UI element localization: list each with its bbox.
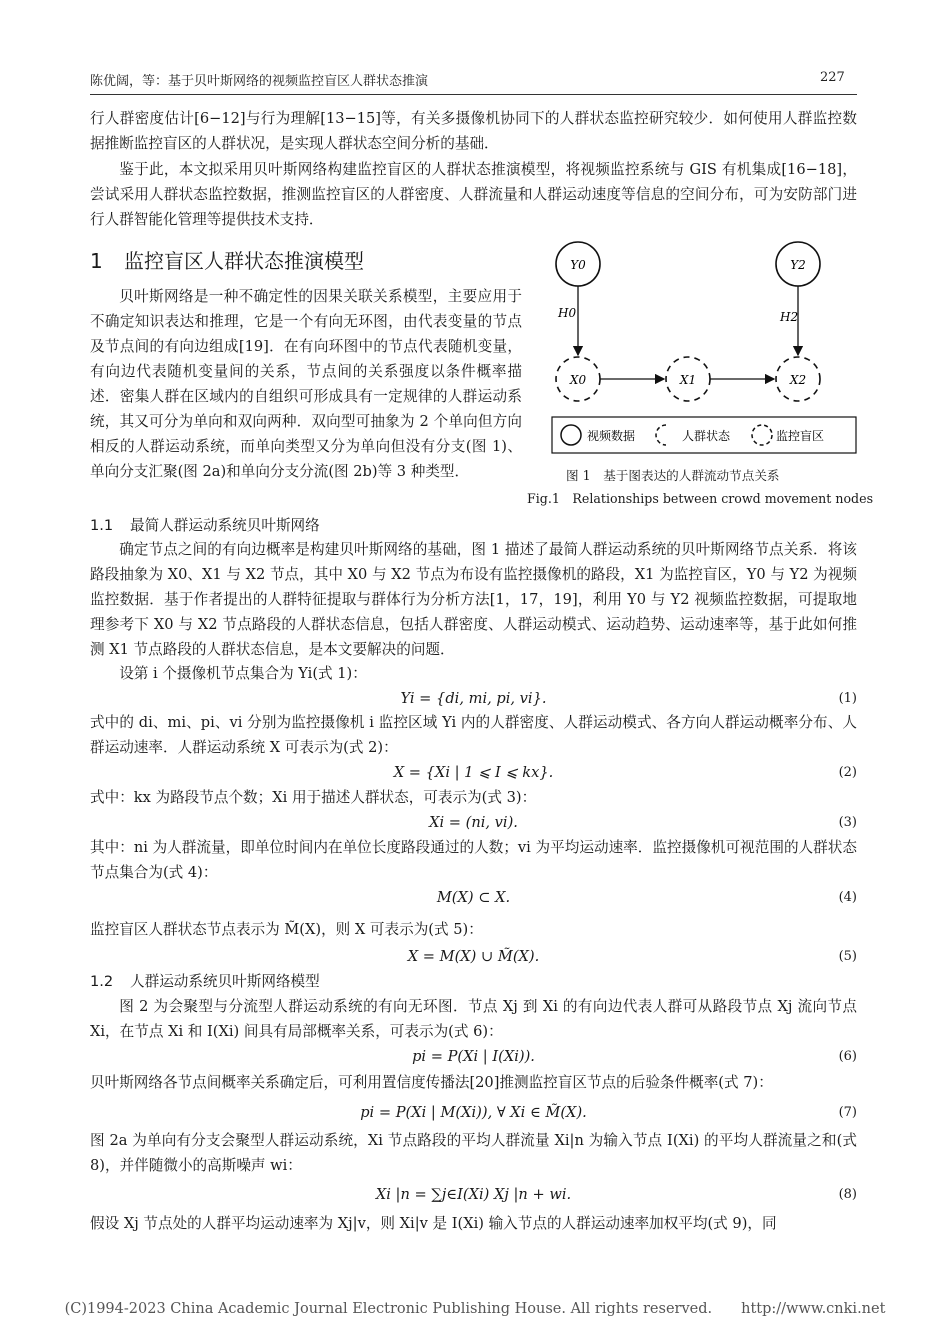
paragraph: 贝叶斯网络各节点间概率关系确定后，可利用置信度传播法[20]推测监控盲区节点的后验条件概率(式 7)：: [90, 1074, 773, 1091]
section-heading: [90, 245, 364, 274]
legend-crowd-label: 人群状态: [682, 429, 731, 443]
equation-tag: (3): [838, 815, 857, 830]
subsection-title: 最简人群运动系统贝叶斯网络: [130, 517, 320, 534]
edge-h0-label: H0: [558, 306, 577, 320]
subsection-heading: [90, 970, 320, 991]
running-title: 陈优阔，等：基于贝叶斯网络的视频监控盲区人群状态推演: [90, 74, 429, 89]
paragraph: 设第 i 个摄像机节点集合为 Yi(式 1)：: [119, 665, 367, 682]
equation-body: X = {Xi | 1 ⩽ I ⩽ kx}.: [393, 764, 554, 781]
legend-video-label: 视频数据: [587, 429, 636, 443]
equation-body: M(X) ⊂ X.: [436, 889, 511, 906]
equation-tag: (6): [838, 1049, 857, 1064]
equation-tag: (5): [838, 949, 857, 964]
subsection-heading: [90, 514, 320, 535]
node-x0-label: X0: [569, 373, 587, 387]
equation-body: Yi = {di, mi, pi, vi}.: [400, 690, 547, 707]
equation-tag: (1): [838, 691, 857, 706]
figure-1-caption-cn: 图 1 基于图表达的人群流动节点关系: [566, 468, 780, 483]
paragraph: 行人群密度估计[6−12]与行为理解[13−15]等，有关多摄像机协同下的人群状态监控研究较少．如何使用人群监控数据推断监控盲区的人群状况，是实现人群状态空间分析的基础．: [90, 110, 857, 152]
subsection-title: 人群运动系统贝叶斯网络模型: [130, 973, 320, 990]
node-x2-label: X2: [789, 373, 807, 387]
subsection-number: 1.2: [90, 973, 114, 990]
subsection-number: 1.1: [90, 517, 114, 534]
paragraph: 鉴于此，本文拟采用贝叶斯网络构建监控盲区的人群状态推演模型，将视频监控系统与 GIS 有机集成[16−18]，尝试采用人群状态监控数据，推测监控盲区的人群密度、人群流量和人群运动速度等信息的空间分布，可为安防部门进行人群智能化管理等提供技术支持．: [90, 161, 857, 228]
legend-blind-label: 监控盲区: [776, 429, 825, 443]
equation-tag: (8): [838, 1187, 857, 1202]
page-number: 227: [820, 70, 845, 85]
paragraph: 假设 Xj 节点处的人群平均运动速率为 Xj|v，则 Xi|v 是 I(Xi) 输入节点的人群运动速率加权平均(式 9)，同: [90, 1215, 777, 1232]
equation-body: Xi |n = ∑j∈I(Xi) Xj |n + wi.: [375, 1186, 572, 1203]
node-y2-label: Y2: [790, 258, 806, 272]
node-x1-label: X1: [679, 373, 697, 387]
equation-body: pi = P(Xi | I(Xi)).: [412, 1048, 535, 1065]
equation-body: Xi = (ni, vi).: [429, 814, 518, 831]
node-y0-label: Y0: [570, 258, 586, 272]
section-title: 监控盲区人群状态推演模型: [124, 249, 364, 273]
equation-body: pi = P(Xi | M(Xi)), ∀ Xi ∈ M̃(X).: [360, 1104, 587, 1121]
figure-1-diagram: [548, 237, 860, 459]
paragraph: 式中：kx 为路段节点个数；Xi 用于描述人群状态，可表示为(式 3)：: [90, 789, 537, 806]
copyright-footer: (C)1994-2023 China Academic Journal Electronic Publishing House. All rights reserved. http://www.cnki.net: [64, 1301, 886, 1317]
legend-video-icon: [561, 425, 581, 445]
equation-tag: (4): [838, 890, 857, 905]
paragraph: 监控盲区人群状态节点表示为 M̃(X)，则 X 可表示为(式 5)：: [90, 921, 483, 938]
paragraph: 式中的 di、mi、pi、vi 分别为监控摄像机 i 监控区域 Yi 内的人群密度、人群运动模式、各方向人群运动概率分布、人群运动速率．人群运动系统 X 可表示为(式 2)：: [90, 714, 857, 756]
paragraph: 确定节点之间的有向边概率是构建贝叶斯网络的基础，图 1 描述了最简人群运动系统的贝叶斯网络节点关系．将该路段抽象为 X0、X1 与 X2 节点，其中 X0 与 X2 节点为布设有监控摄像机的路段，X1 为监控盲区，Y0 与 Y2 为视频监控数据．基于作者提出的人群特征提取与群体行为分析方法[1，17，19]，利用 Y0 与 Y2 视频监控数据，可提取地理参考下 X0 与 X2 节点路段的人群状态信息，包括人群密度、人群运动模式、运动趋势、运动速率等，基于此如何推测 X1 节点路段的人群状态信息，是本文要解决的问题．: [90, 541, 857, 658]
edge-h2-label: H2: [780, 310, 799, 324]
equation-tag: (7): [838, 1105, 857, 1120]
legend-crowd-icon: [656, 425, 666, 445]
header-rule: [90, 94, 857, 95]
section-number: 1: [90, 249, 103, 273]
paragraph: 图 2 为会聚型与分流型人群运动系统的有向无环图．节点 Xj 到 Xi 的有向边代表人群可从路段节点 Xj 流向节点 Xi，在节点 Xi 和 I(Xi) 间具有局部概率关系，可表示为(式 6)：: [90, 998, 857, 1040]
figure-1: [548, 237, 860, 459]
paragraph: 图 2a 为单向有分支会聚型人群运动系统，Xi 节点路段的平均人群流量 Xi|n 为输入节点 I(Xi) 的平均人群流量之和(式 8)，并伴随微小的高斯噪声 wi：: [90, 1132, 857, 1174]
paragraph: 贝叶斯网络是一种不确定性的因果关联关系模型，主要应用于不确定知识表达和推理，它是一个有向无环图，由代表变量的节点及节点间的有向边组成[19]．在有向环图中的节点代表随机变量，有向边代表随机变量间的关系，节点间的关系强度以条件概率描述．密集人群在区域内的自组织可形成具有一定规律的人群运动系统，其又可分为单向和双向两种．双向型可抽象为 2 个单向但方向相反的人群运动系统，而单向类型又分为单向但没有分支(图 1)、单向分支汇聚(图 2a)和单向分支分流(图 2b)等 3 种类型．: [90, 288, 522, 480]
equation-tag: (2): [838, 765, 857, 780]
figure-1-caption-en: Fig.1 Relationships between crowd movement nodes: [527, 491, 874, 506]
paragraph: 其中：ni 为人群流量，即单位时间内在单位长度路段通过的人数；vi 为平均运动速率．监控摄像机可视范围的人群状态节点集合为(式 4)：: [90, 839, 857, 881]
equation-body: X = M(X) ∪ M̃(X).: [407, 948, 540, 965]
legend-blind-icon: [752, 425, 772, 445]
